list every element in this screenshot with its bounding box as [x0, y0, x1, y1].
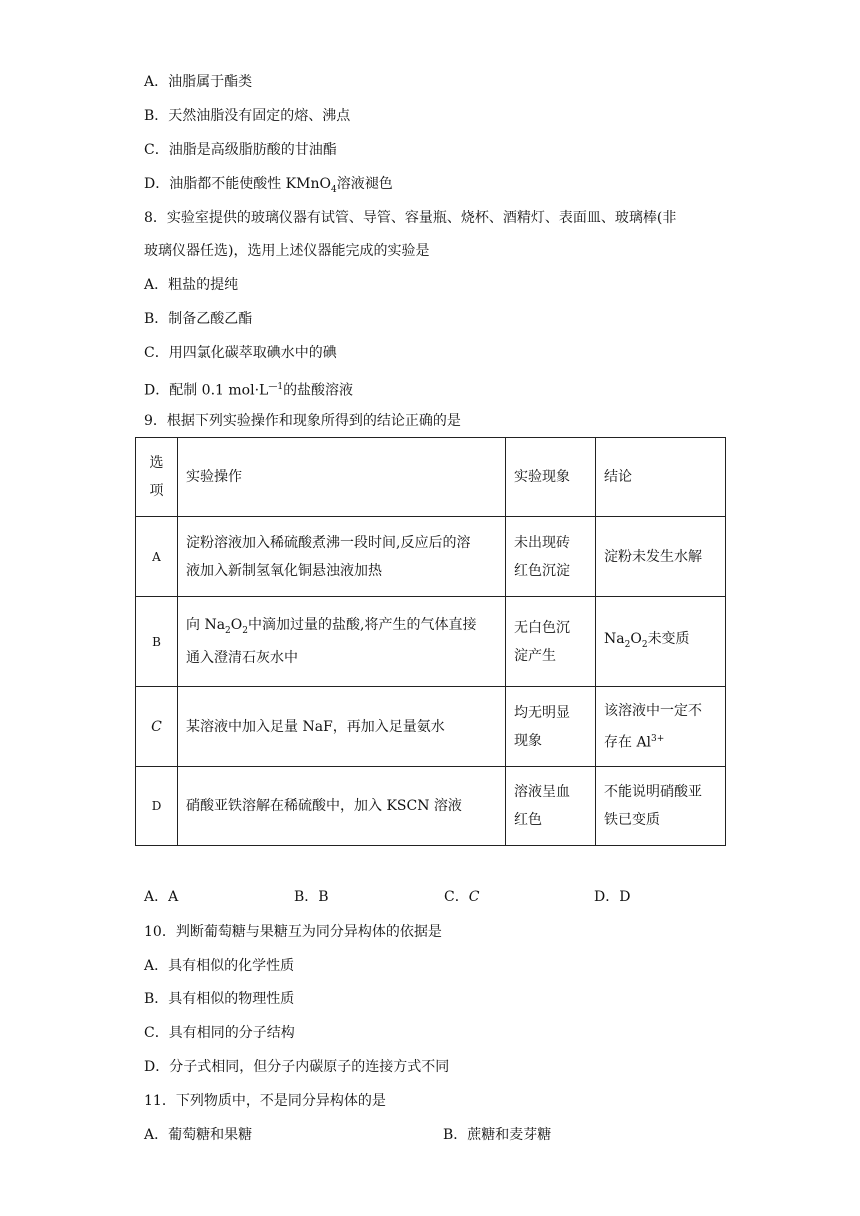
row-option: D: [136, 767, 178, 846]
row-option: A: [136, 517, 178, 597]
table-header-row: [136, 438, 726, 517]
q11-option-a: A．葡萄糖和果糖: [144, 1127, 253, 1143]
table-row: [136, 597, 726, 687]
q7-option-c: C．油脂是高级脂肪酸的甘油酯: [144, 142, 337, 158]
q7-option-d: D．油脂都不能使酸性 KMnO$_4$溶液褪色: [144, 176, 393, 195]
q8-option-c: C．用四氯化碳萃取碘水中的碘: [144, 345, 337, 361]
q8-stem-line1: 8．实验室提供的玻璃仪器有试管、导管、容量瓶、烧杯、酒精灯、表面皿、玻璃棒(非: [144, 210, 677, 226]
row-operation: 淀粉溶液加入稀硫酸煮沸一段时间,反应后的溶 液加入新制氢氧化铜悬浊液加热: [178, 517, 506, 597]
row-conclusion: $Na_2O_2$未变质: [596, 597, 726, 687]
row-conclusion: 淀粉未发生水解: [596, 517, 726, 597]
q11-stem: 11．下列物质中，不是同分异构体的是: [144, 1093, 386, 1109]
header-conclusion: 结论: [596, 438, 726, 517]
q10-option-b: B．具有相似的物理性质: [144, 991, 295, 1007]
q10-option-d: D．分子式相同，但分子内碳原子的连接方式不同: [144, 1059, 450, 1075]
table-row: [136, 687, 726, 767]
row-phenomenon: 无白色沉 淀产生: [506, 597, 596, 687]
q8-option-d: D．配制 0.1 $mol\cdot L^{—1}$的盐酸溶液: [144, 382, 354, 399]
row-operation: 硝酸亚铁溶解在稀硫酸中，加入 KSCN 溶液: [178, 767, 506, 846]
table-row: [136, 767, 726, 846]
row-option: C: [136, 687, 178, 767]
experiment-table: [135, 437, 726, 846]
row-phenomenon: 溶液呈血 红色: [506, 767, 596, 846]
row-operation: 某溶液中加入足量 NaF，再加入足量氨水: [178, 687, 506, 767]
q8-stem-line2: 玻璃仪器任选)，选用上述仪器能完成的实验是: [144, 243, 430, 259]
header-operation: 实验操作: [178, 438, 506, 517]
q7-option-b: B．天然油脂没有固定的熔、沸点: [144, 108, 351, 124]
q11-option-b: B．蔗糖和麦芽糖: [443, 1127, 552, 1143]
table-row: [136, 517, 726, 597]
header-option: 选 项: [136, 438, 178, 517]
q10-option-c: C．具有相同的分子结构: [144, 1025, 295, 1041]
row-operation: 向 $Na_2O_2$中滴加过量的盐酸,将产生的气体直接 通入澄清石灰水中: [178, 597, 506, 687]
q10-stem: 10．判断葡萄糖与果糖互为同分异构体的依据是: [144, 924, 442, 940]
q9-stem: 9．根据下列实验操作和现象所得到的结论正确的是: [144, 413, 461, 429]
q9-choice-a: A．A: [144, 889, 179, 905]
q9-choice-d: D．D: [594, 889, 631, 905]
row-phenomenon: 未出现砖 红色沉淀: [506, 517, 596, 597]
q8-option-b: B．制备乙酸乙酯: [144, 311, 253, 327]
row-phenomenon: 均无明显 现象: [506, 687, 596, 767]
row-option: B: [136, 597, 178, 687]
q8-option-a: A．粗盐的提纯: [144, 277, 239, 293]
q10-option-a: A．具有相似的化学性质: [144, 958, 295, 974]
row-conclusion: 该溶液中一定不 存在 $Al^{3+}$: [596, 687, 726, 767]
header-phenomenon: 实验现象: [506, 438, 596, 517]
q9-choice-b: B．B: [294, 889, 329, 905]
q7-option-a: A．油脂属于酯类: [144, 74, 253, 90]
q9-choice-c: C．C: [444, 889, 480, 905]
row-conclusion: 不能说明硝酸亚 铁已变质: [596, 767, 726, 846]
